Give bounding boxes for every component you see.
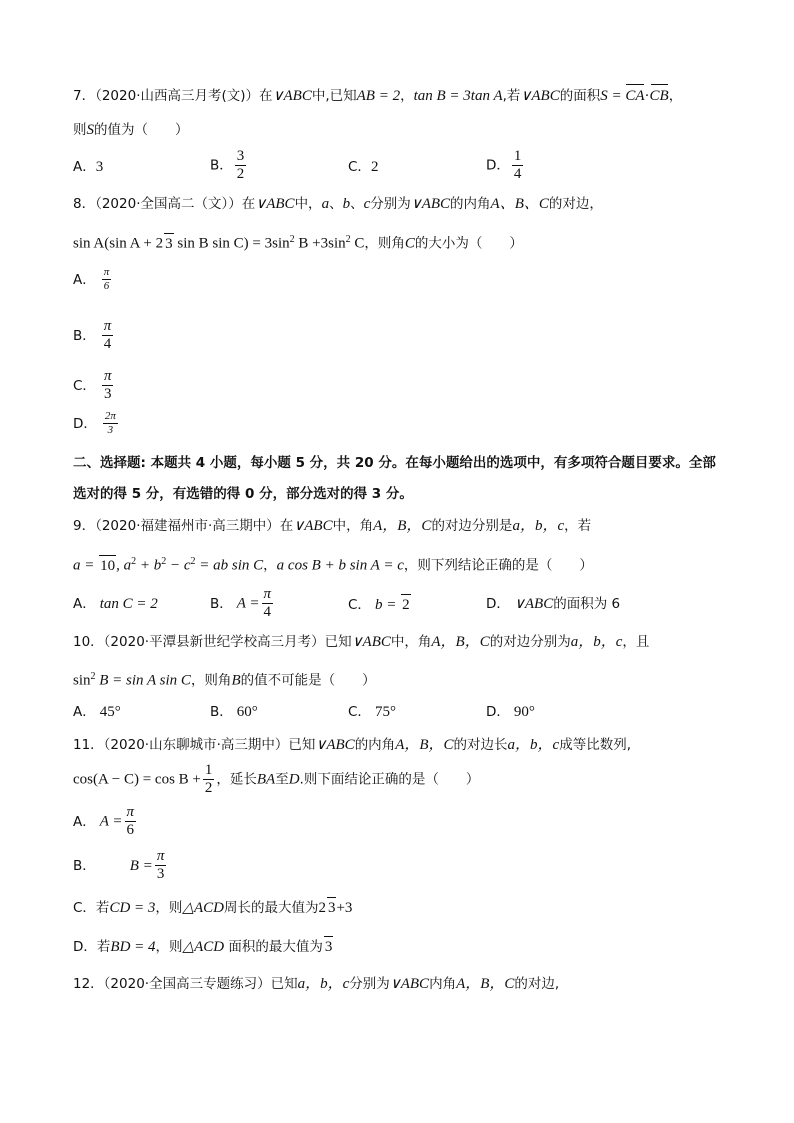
- frac-num: π: [156, 848, 165, 864]
- option-fraction: [512, 148, 524, 183]
- option-label: A．: [73, 271, 96, 288]
- q12-vars2: A，B，C: [456, 976, 515, 992]
- option-fraction: [102, 318, 114, 353]
- frac-num: 2π: [104, 410, 116, 422]
- q9-sup: 2: [131, 556, 137, 567]
- q9-sqrt: 10: [99, 555, 116, 576]
- q7-vector-ca: CA: [625, 88, 645, 104]
- q8-eq-tail2: 的大小为（ ）: [414, 235, 523, 252]
- q11-option-b[interactable]: [73, 848, 168, 883]
- q7-sep: ，: [400, 88, 414, 104]
- option-sqrt: 3: [324, 936, 334, 957]
- option-label: A．: [73, 596, 96, 612]
- q8-sup: 2: [289, 234, 295, 245]
- option-text: ，则: [155, 900, 183, 916]
- q7-triangle-2: ∨ABC: [520, 88, 560, 104]
- q9-sep: ，: [263, 557, 277, 574]
- frac-den: 2: [236, 166, 245, 182]
- option-value: 2: [370, 159, 379, 175]
- q11-eq-tail2: .则下面结论正确的是（ ）: [299, 771, 480, 788]
- q8-triangle: ∨ABC: [255, 196, 295, 212]
- q9-lead: 9．（2020·福建福州市·高三期中）在: [73, 518, 294, 534]
- frac-num: π: [103, 266, 110, 278]
- option-fraction: [235, 148, 247, 183]
- q7-ab: AB = 2: [356, 88, 401, 104]
- q8-option-c[interactable]: [73, 368, 115, 403]
- q9-option-b[interactable]: [210, 586, 275, 621]
- option-value: 60°: [236, 704, 258, 720]
- q12-tail: 的对边,: [514, 976, 560, 992]
- q7-option-c[interactable]: [348, 157, 378, 177]
- q12-vars: a，b，c: [297, 976, 350, 992]
- option-label: C．若: [73, 900, 110, 916]
- q9-tail: ，若: [564, 518, 592, 534]
- q12-lead: 12．（2020·全国高三专题练习）已知: [73, 976, 298, 992]
- q10-eq-tail2: 的值不可能是（ ）: [240, 672, 376, 689]
- option-fraction: [103, 410, 118, 437]
- q7-option-a[interactable]: [73, 157, 103, 177]
- option-triangle: ∨ABC: [513, 596, 554, 612]
- frac-num: π: [126, 804, 135, 820]
- q8-lead: 8．（2020·全国高二（文））在: [73, 196, 256, 212]
- q11-triangle: ∨ABC: [315, 737, 355, 753]
- q9-option-a[interactable]: [73, 594, 158, 614]
- q8-stem: [73, 194, 603, 214]
- q9-eq: − c: [166, 557, 191, 574]
- q10-eq: B = sin A sin C: [95, 672, 191, 689]
- q10-option-d[interactable]: [486, 702, 535, 722]
- q8-eq-part: sin B sin C) = 3sin: [173, 235, 290, 252]
- option-fraction: [262, 586, 274, 621]
- section-heading-line1: 二、选择题: 本题共 4 小题，每小题 5 分，共 20 分。在每小题给出的选项中，有多项符合题目要求。全部: [73, 455, 716, 471]
- q9-vars: A，B，C: [373, 518, 432, 534]
- q9-sup: 2: [190, 556, 196, 567]
- option-label: D．: [486, 157, 510, 174]
- option-label: D．: [486, 704, 510, 720]
- option-triangle: △ACD: [182, 939, 225, 955]
- q10-sup: 2: [90, 671, 96, 682]
- q10-text: 中，角: [390, 634, 432, 650]
- q9-eq: = ab sin C: [195, 557, 264, 574]
- option-label: A．: [73, 813, 96, 830]
- q10-lead: 10．（2020·平潭县新世纪学校高三月考）已知: [73, 634, 352, 650]
- q11-option-a[interactable]: [73, 804, 138, 839]
- q10-eq: sin: [73, 672, 91, 689]
- option-value: tan C = 2: [99, 596, 158, 612]
- option-value: A =: [236, 595, 260, 612]
- option-label: B．: [73, 857, 96, 874]
- q11-vars2: a，b，c: [507, 737, 560, 753]
- option-value: A =: [99, 813, 123, 830]
- q10-option-a[interactable]: [73, 702, 121, 722]
- q11-lead: 11．（2020·山东聊城市·高三期中）已知: [73, 737, 316, 753]
- option-eq: CD = 3: [109, 900, 156, 916]
- q10-option-b[interactable]: [210, 702, 258, 722]
- q9-equation-line: [73, 552, 593, 576]
- q11-ba: BA: [256, 771, 276, 788]
- q9-eq: , a: [116, 557, 132, 574]
- option-value: +3: [336, 900, 353, 916]
- q8-text4: 的对边，: [548, 196, 603, 212]
- q8-sqrt: 3: [164, 233, 174, 254]
- q11-equation-line: [73, 762, 479, 797]
- option-label: B．: [210, 157, 233, 174]
- option-value: 45°: [99, 704, 121, 720]
- q7-stem: [73, 86, 682, 106]
- q9-text: 中，角: [332, 518, 374, 534]
- q10-tail: ，且: [622, 634, 650, 650]
- q7-line2b: 的值为（ ）: [94, 122, 189, 138]
- q8-b: b: [342, 196, 351, 212]
- q9-eq: + b: [136, 557, 162, 574]
- frac-den: 4: [513, 166, 522, 182]
- option-fraction: [102, 266, 112, 293]
- q9-triangle: ∨ABC: [293, 518, 333, 534]
- q8-sup: 2: [345, 234, 351, 245]
- q8-sep: 、: [329, 196, 343, 212]
- q7-tail: ，: [668, 88, 683, 104]
- option-label: D．若: [73, 939, 111, 955]
- q9-sup: 2: [161, 556, 167, 567]
- option-label: B．: [73, 327, 96, 344]
- q8-c: c: [363, 196, 371, 212]
- option-text: 面积的最大值为: [224, 939, 323, 955]
- q9-vars2: a，b，c: [512, 518, 565, 534]
- frac-num: π: [103, 368, 112, 384]
- q8-text: 中，: [294, 196, 322, 212]
- q9-option-c[interactable]: [348, 594, 411, 615]
- q7-line2-var: S: [86, 122, 94, 138]
- frac-den: 3: [156, 866, 165, 882]
- q11-eq: cos(A − C) = cos B +: [73, 771, 201, 788]
- frac-den: 4: [263, 604, 272, 620]
- q7-line2a: 则: [73, 122, 87, 138]
- q9-eq2: a cos B + b sin A = c: [276, 557, 404, 574]
- option-label: C．: [73, 377, 96, 394]
- q7-text3: 的面积: [559, 88, 601, 104]
- q11-eq-tail: ，延长: [216, 771, 257, 788]
- q10-vars2: a，b，c: [570, 634, 623, 650]
- q11-option-c[interactable]: [73, 897, 352, 918]
- option-label: C．: [348, 597, 371, 613]
- option-value: 2: [318, 900, 326, 916]
- q9-stem: [73, 516, 591, 536]
- q11-option-d[interactable]: [73, 936, 333, 957]
- q10-vars: A，B，C: [431, 634, 490, 650]
- q8-equation-line: [73, 230, 523, 254]
- frac-num: 1: [513, 148, 522, 164]
- q8-var-c: C: [404, 235, 415, 252]
- q7-dot: ·: [644, 88, 650, 104]
- q10-text2: 的对边分别为: [489, 634, 571, 650]
- option-value: b =: [374, 597, 401, 613]
- q8-eq-part: sin A(sin A + 2: [73, 235, 164, 252]
- q8-triangle-2: ∨ABC: [410, 196, 451, 212]
- option-fraction: [155, 848, 167, 883]
- option-fraction: [102, 368, 114, 403]
- q11-d: D: [288, 771, 300, 788]
- frac-num: 3: [236, 148, 245, 164]
- q7-option-b[interactable]: [210, 148, 248, 183]
- frac-den: 3: [107, 424, 114, 436]
- q12-text2: 内角: [429, 976, 457, 992]
- option-label: A．: [73, 159, 96, 175]
- option-label: C．: [348, 159, 371, 175]
- q9-eq: a =: [73, 557, 99, 574]
- q7-text2: ,若: [502, 88, 521, 104]
- frac-den: 6: [103, 280, 110, 292]
- option-value: 3: [95, 159, 104, 175]
- q8-sep: 、: [350, 196, 364, 212]
- option-label: A．: [73, 704, 96, 720]
- frac-den: 3: [103, 386, 112, 402]
- option-sqrt: 2: [401, 594, 411, 615]
- q8-eq-part: B +3sin: [294, 235, 346, 252]
- q9-tail2: ，则下列结论正确的是（ ）: [403, 557, 593, 574]
- q11-stem: [73, 735, 631, 755]
- q7-lead: 7．（2020·山西高三月考(文)）在: [73, 88, 273, 104]
- option-label: D．: [486, 596, 510, 612]
- option-triangle: △ACD: [182, 900, 224, 916]
- q12-stem: [73, 974, 559, 994]
- option-sqrt: 3: [327, 897, 337, 918]
- q11-fraction: [203, 762, 215, 797]
- option-text: 周长的最大值为: [223, 900, 319, 916]
- q9-text2: 的对边分别是: [431, 518, 513, 534]
- q10-stem: [73, 632, 649, 652]
- q8-text2: 分别为: [370, 196, 411, 212]
- q11-text2: 的对边长: [453, 737, 508, 753]
- q10-triangle: ∨ABC: [351, 634, 391, 650]
- q8-angles: A、B、C: [490, 196, 549, 212]
- q8-a: a: [321, 196, 330, 212]
- q8-option-d[interactable]: [73, 410, 120, 437]
- q7-option-d[interactable]: [486, 148, 525, 183]
- option-text: ，则: [155, 939, 183, 955]
- option-eq: BD = 4: [110, 939, 156, 955]
- q11-text: 的内角: [354, 737, 396, 753]
- frac-den: 4: [103, 336, 112, 352]
- q11-vars: A，B，C: [395, 737, 454, 753]
- option-label: D．: [73, 415, 97, 432]
- option-value: 90°: [513, 704, 535, 720]
- q8-option-b[interactable]: [73, 318, 115, 353]
- q7-tan: tan B = 3tan A: [413, 88, 503, 104]
- q7-stem-line2: [73, 120, 189, 140]
- q12-text: 分别为: [349, 976, 390, 992]
- option-value: 的面积为 6: [553, 596, 621, 612]
- frac-num: 1: [204, 762, 213, 778]
- q7-text: 中,已知: [311, 88, 357, 104]
- q11-to: 至: [275, 771, 289, 788]
- q10-option-c[interactable]: [348, 702, 396, 722]
- q9-option-d[interactable]: [486, 594, 620, 614]
- q7-vector-cb: CB: [649, 88, 669, 104]
- q10-equation-line: [73, 667, 376, 691]
- section-heading-line2: 选对的得 5 分，有选错的得 0 分，部分选对的得 3 分。: [73, 486, 413, 502]
- option-fraction: [125, 804, 137, 839]
- q8-eq-part: C: [350, 235, 365, 252]
- q12-triangle: ∨ABC: [389, 976, 430, 992]
- frac-den: 6: [126, 822, 135, 838]
- q10-eq-tail: ，则角: [190, 672, 232, 689]
- frac-num: π: [263, 586, 272, 602]
- q8-option-a[interactable]: [73, 266, 113, 293]
- option-value: 75°: [374, 704, 396, 720]
- option-value: B =: [129, 857, 153, 874]
- q7-s: S =: [600, 88, 626, 104]
- q8-text3: 的内角: [450, 196, 491, 212]
- option-label: C．: [348, 704, 371, 720]
- q10-var: B: [231, 672, 241, 689]
- frac-den: 2: [204, 780, 213, 796]
- q8-eq-tail: ，则角: [364, 235, 405, 252]
- option-label: B．: [210, 704, 233, 720]
- q11-tail: 成等比数列,: [559, 737, 631, 753]
- q7-triangle: ∨ABC: [272, 88, 312, 104]
- option-label: B．: [210, 595, 233, 612]
- frac-num: π: [103, 318, 112, 334]
